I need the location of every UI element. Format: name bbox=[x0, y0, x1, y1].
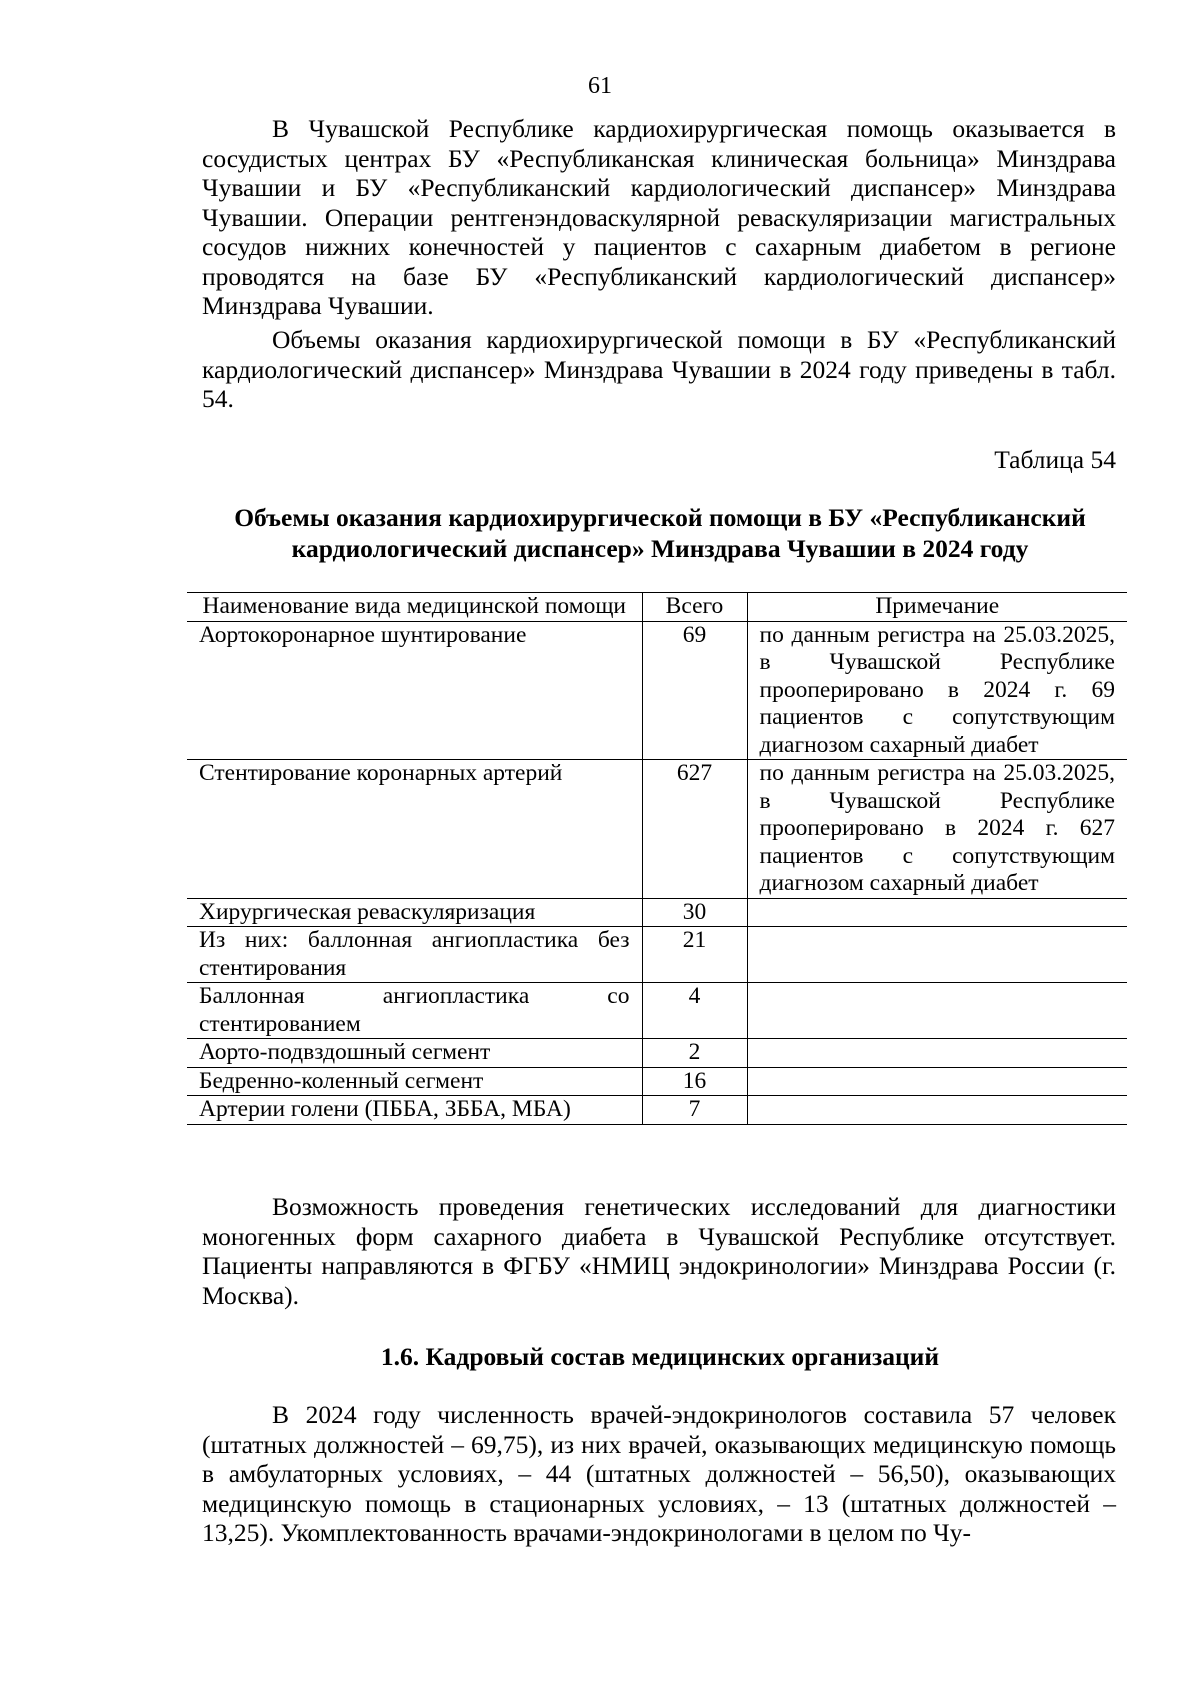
section-heading: 1.6. Кадровый состав медицинских организаций bbox=[380, 1342, 940, 1371]
paragraph-genetic-testing bbox=[202, 1192, 1116, 1310]
table-label: Таблица 54 bbox=[994, 445, 1116, 474]
paragraph-text: Возможность проведения генетических исследований для диагностики моногенных форм сахарного диабета в Чувашской Республике отсутствует. Пациенты направляются в ФГБУ «НМИЦ эндокринологии» Минздрава России (г. Москва). bbox=[202, 1192, 1116, 1310]
cell-total: 21 bbox=[642, 927, 747, 983]
cell-note: по данным регистра на 25.03.2025, в Чувашской Республике прооперировано в 2024 г. 627 пациентов с сопутствующим диагнозом сахарный диабет bbox=[747, 760, 1127, 899]
cell-note: по данным регистра на 25.03.2025, в Чувашской Республике прооперировано в 2024 г. 69 пациентов с сопутствующим диагнозом сахарный диабет bbox=[747, 621, 1127, 760]
cell-name: Бедренно-коленный сегмент bbox=[187, 1067, 642, 1096]
cell-total: 627 bbox=[642, 760, 747, 899]
header-name: Наименование вида медицинской помощи bbox=[187, 593, 642, 622]
paragraph-cardiac-surgery-centers bbox=[202, 114, 1116, 321]
cell-note bbox=[747, 1067, 1127, 1096]
cell-name: Баллонная ангиопластика со стентированием bbox=[187, 983, 642, 1039]
table-header-row bbox=[187, 593, 1127, 622]
cell-note bbox=[747, 1096, 1127, 1125]
table-row bbox=[187, 1067, 1127, 1096]
table-row bbox=[187, 760, 1127, 899]
cell-name: Хирургическая реваскуляризация bbox=[187, 898, 642, 927]
cell-name: Стентирование коронарных артерий bbox=[187, 760, 642, 899]
cell-total: 2 bbox=[642, 1039, 747, 1068]
paragraph-text: В 2024 году численность врачей-эндокринологов составила 57 человек (штатных должностей – 69,75), из них врачей, оказывающих медицинскую помощь в амбулаторных условиях, – 44 (штатных должностей – 56,50), оказывающих медицинскую помощь в стационарных условиях, – 13 (штатных должностей – 13,25). Укомплектованность врачами-эндокринологами в целом по Чу- bbox=[202, 1400, 1116, 1547]
table-row bbox=[187, 927, 1127, 983]
cardiac-surgery-table bbox=[187, 592, 1127, 1125]
cell-name: Аортокоронарное шунтирование bbox=[187, 621, 642, 760]
cell-note bbox=[747, 927, 1127, 983]
cell-note bbox=[747, 983, 1127, 1039]
cell-total: 7 bbox=[642, 1096, 747, 1125]
cell-name: Аорто-подвздошный сегмент bbox=[187, 1039, 642, 1068]
table-row bbox=[187, 898, 1127, 927]
cell-note bbox=[747, 1039, 1127, 1068]
cell-name: Артерии голени (ПББА, ЗББА, МБА) bbox=[187, 1096, 642, 1125]
cell-name: Из них: баллонная ангиопластика без стентирования bbox=[187, 927, 642, 983]
table-row bbox=[187, 1039, 1127, 1068]
paragraph-staffing bbox=[202, 1400, 1116, 1548]
paragraph-table-reference bbox=[202, 325, 1116, 414]
cell-total: 69 bbox=[642, 621, 747, 760]
cell-total: 16 bbox=[642, 1067, 747, 1096]
cell-total: 4 bbox=[642, 983, 747, 1039]
cell-note bbox=[747, 898, 1127, 927]
paragraph-text: Объемы оказания кардиохирургической помощи в БУ «Республиканский кардиологический диспансер» Минздрава Чувашии в 2024 году приведены в табл. 54. bbox=[202, 325, 1116, 413]
table-title: Объемы оказания кардиохирургической помощи в БУ «Республиканский кардиологический диспансер» Минздрава Чувашии в 2024 году bbox=[234, 503, 1086, 563]
cell-total: 30 bbox=[642, 898, 747, 927]
header-total: Всего bbox=[642, 593, 747, 622]
table-row bbox=[187, 983, 1127, 1039]
page-number: 61 bbox=[588, 73, 612, 99]
table-row bbox=[187, 1096, 1127, 1125]
paragraph-text: В Чувашской Республике кардиохирургическая помощь оказывается в сосудистых центрах БУ «Республиканская клиническая больница» Минздрава Чувашии и БУ «Республиканский кардиологический диспансер» Минздрава Чувашии. Операции рентгенэндоваскулярной реваскуляризации магистральных сосудов нижних конечностей у пациентов с сахарным диабетом в регионе проводятся на базе БУ «Республиканский кардиологический диспансер» Минздрава Чувашии. bbox=[202, 114, 1116, 320]
header-note: Примечание bbox=[747, 593, 1127, 622]
table-row bbox=[187, 621, 1127, 760]
